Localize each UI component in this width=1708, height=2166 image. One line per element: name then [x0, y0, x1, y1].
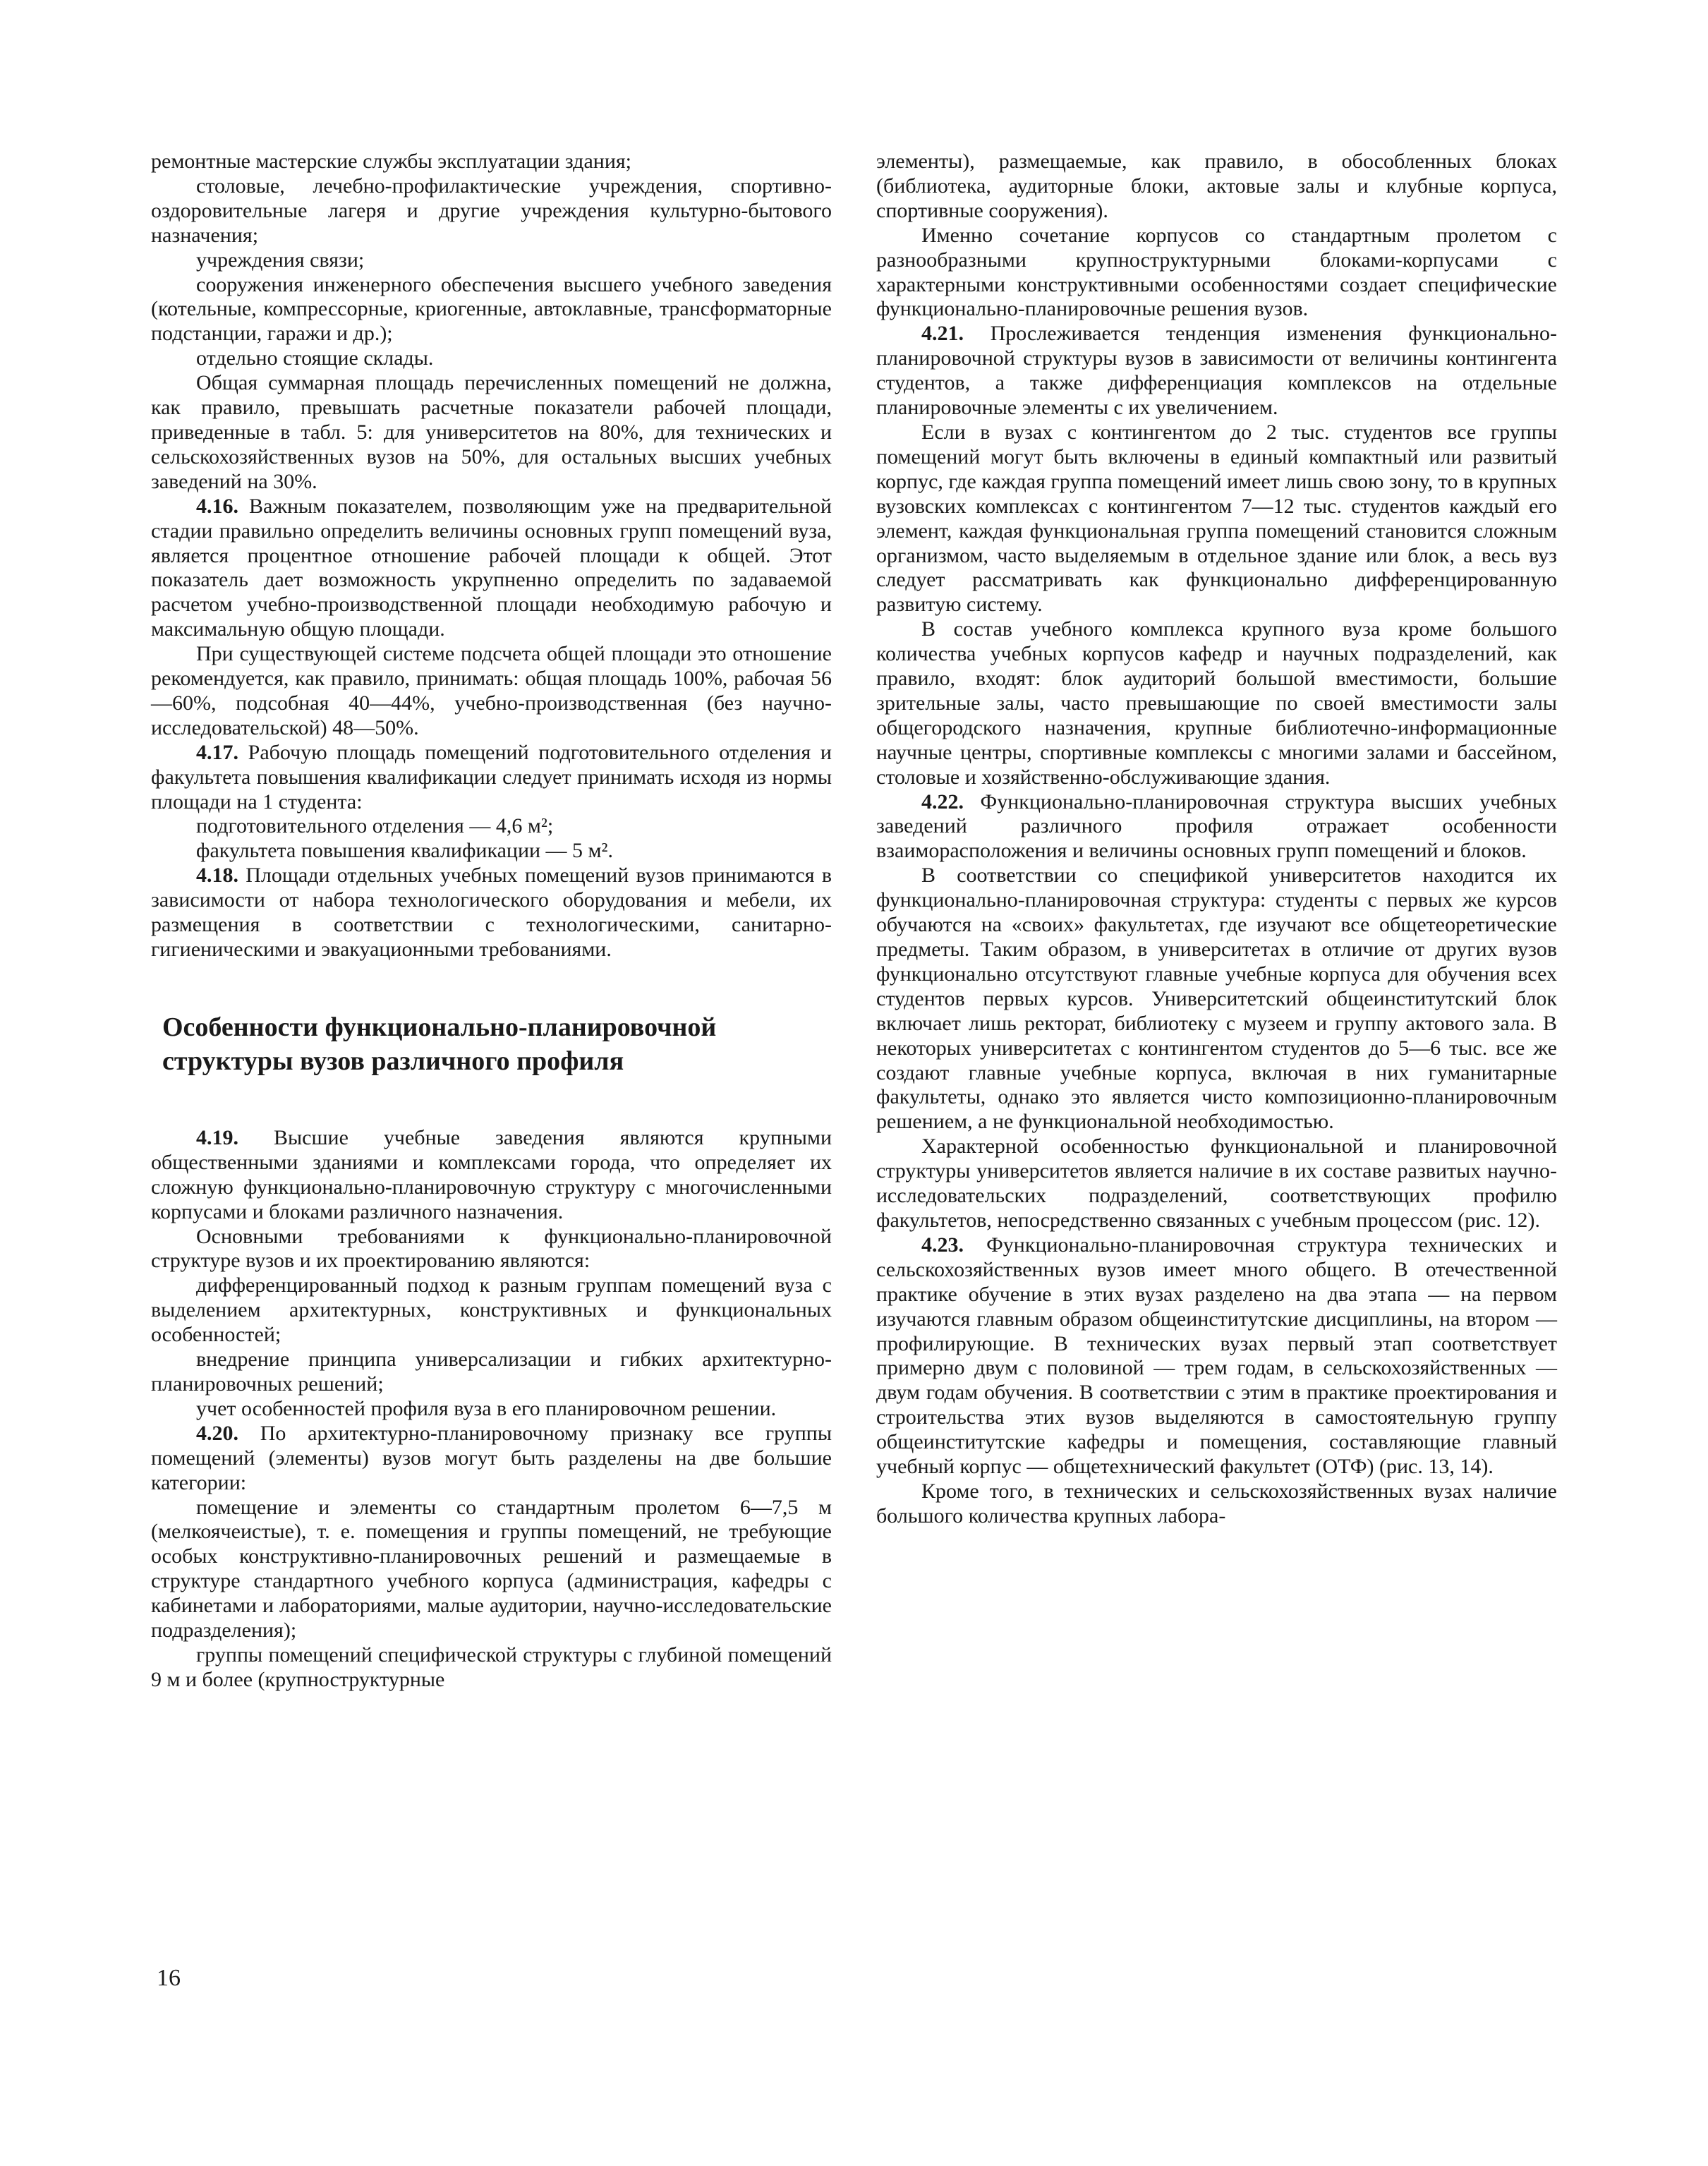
clause-number: 4.17. — [196, 740, 238, 764]
paragraph: Общая суммарная площадь перечисленных помещений не должна, как правило, превышать расчетные показатели рабочей площади, приведенные в табл. 5: для университетов на 80%, для технических и сельскохозяйственных вузов на 50%, для остальных высших учебных заведений на 30%. — [151, 371, 832, 493]
clause-number: 4.22. — [921, 789, 964, 813]
paragraph: В состав учебного комплекса крупного вуза кроме большого количества учебных корпусов кафедр и научных подразделений, как правило, входят: блок аудиторий большой вместимости, большие зрительные залы, часто превышающие по своей вместимости залы общегородского назначения, крупные библиотечно-информационные научные центры, спортивные комплексы с многими залами и бассейном, столовые и хозяйственно-обслуживающие здания. — [876, 617, 1557, 789]
section-paragraph-4-17 — [151, 741, 832, 815]
right-column — [876, 150, 1557, 1529]
page-number: 16 — [157, 1965, 181, 1991]
paragraph: Характерной особенностью функциональной и планировочной структуры университетов является наличие в их составе развитых научно-исследовательских подразделений, соответствующих профилю факультетов, непосредственно связанных с учебным процессом (рис. 12). — [876, 1135, 1557, 1232]
section-paragraph-4-22 — [876, 790, 1557, 864]
section-paragraph-4-23 — [876, 1233, 1557, 1480]
list-item: подготовительного отделения — 4,6 м²; — [196, 814, 554, 838]
paragraph: В соответствии со спецификой университетов находится их функционально-планировочная структура: студенты с первых же курсов обучаются на «своих» факультетах, где изучают все общетеоретические предметы. Таким образом, в университетах в отличие от других вузов функционально отсутствуют главные учебные корпуса для обучения всех студентов первых курсов. Университетский общеинститутский блок включает лишь ректорат, библиотеку с музеем и группу актового зала. В некоторых университетах с контингентом студентов до 5—6 тыс. все же создают главные учебные корпуса, включая в них гуманитарные факультеты, однако это является чисто композиционно-планировочным решением, а не функциональной необходимостью. — [876, 864, 1557, 1134]
section-paragraph-4-18 — [151, 864, 832, 962]
clause-text: Высшие учебные заведения являются крупными общественными зданиями и комплексами города, что определяет их сложную функционально-планировочную структуру с многочисленными корпусами и блоками различного назначения. — [151, 1125, 832, 1223]
paragraph: Основными требованиями к функционально-планировочной структуре вузов и их проектированию являются: — [151, 1224, 832, 1273]
paragraph: сооружения инженерного обеспечения высшего учебного заведения (котельные, компрессорные, криогенные, автоклавные, трансформаторные подстанции, гаражи и др.); — [151, 272, 832, 346]
list-item: учет особенностей профиля вуза в его планировочном решении. — [196, 1396, 777, 1420]
paragraph: элементы), размещаемые, как правило, в обособленных блоках (библиотека, аудиторные блоки, актовые залы и клубные корпуса, спортивные сооружения). — [876, 150, 1557, 222]
section-paragraph-4-16 — [151, 495, 832, 642]
clause-number: 4.20. — [196, 1421, 238, 1445]
clause-text: Функционально-планировочная структура высших учебных заведений различного профиля отражает особенности взаиморасположения и величины основных групп помещений и блоков. — [876, 789, 1557, 863]
paragraph: При существующей системе подсчета общей площади это отношение рекомендуется, как правило, принимать: общая площадь 100%, рабочая 56—60%, подсобная 40—44%, учебно-производственная (без научно-исследовательской) 48—50%. — [151, 642, 832, 739]
paragraph: столовые, лечебно-профилактические учреждения, спортивно-оздоровительные лагеря и другие учреждения культурно-бытового назначения; — [151, 174, 832, 247]
clause-number: 4.16. — [196, 494, 238, 518]
paragraph: ремонтные мастерские службы эксплуатации здания; — [151, 150, 632, 173]
section-paragraph-4-19 — [151, 1126, 832, 1225]
paragraph: отдельно стоящие склады. — [196, 346, 434, 370]
clause-text: Важным показателем, позволяющим уже на предварительной стадии правильно определить величины основных групп помещений вуза, является процентное отношение рабочей площади к общей. Этот показатель дает возможность укрупненно определить по задаваемой расчетом учебно-производственной площади необходимую рабочую и максимальную общую площади. — [151, 494, 832, 641]
clause-text: Площади отдельных учебных помещений вузов принимаются в зависимости от набора технологического оборудования и мебели, их размещения в соответствии с технологическими, санитарно-гигиеническими и эвакуационными требованиями. — [151, 864, 832, 961]
clause-number: 4.19. — [196, 1125, 238, 1149]
clause-number: 4.18. — [196, 864, 238, 888]
clause-text: Функционально-планировочная структура технических и сельскохозяйственных вузов имеет много общего. В отечественной практике обучение в этих вузах разделено на два этапа — на первом изучаются главным образом общеинститутские дисциплины, на втором — профилирующие. В технических вузах первый этап соответствует примерно двум с половиной — трем годам, в сельскохозяйственных — двум годам обучения. В соответствии с этим в практике проектирования и строительства этих вузов выделяются в самостоятельную группу общеинститутские кафедры и помещения, составляющие главный учебный корпус — общетехнический факультет (ОТФ) (рис. 13, 14). — [876, 1233, 1557, 1479]
list-item: группы помещений специфической структуры с глубиной помещений 9 м и более (крупноструктурные — [151, 1642, 832, 1691]
clause-text: Прослеживается тенденция изменения функционально-планировочной структуры вузов в зависимости от величины контингента студентов, а также дифференциация комплексов на отдельные планировочные элементы с их увеличением. — [876, 322, 1557, 420]
paragraph: Если в вузах с контингентом до 2 тыс. студентов все группы помещений могут быть включены в единый компактный или развитый корпус, где каждая группа помещений имеет лишь свою зону, то в крупных вузовских комплексах с контингентом 7—12 тыс. студентов каждый его элемент, каждая функциональная группа помещений становится сложным организмом, часто выделяемым в отдельное здание или блок, а весь вуз следует рассматривать как функционально дифференцированную развитую систему. — [876, 420, 1557, 617]
clause-number: 4.21. — [921, 322, 964, 346]
clause-text: По архитектурно-планировочному признаку все группы помещений (элементы) вузов могут быть разделены на две большие категории: — [151, 1421, 832, 1494]
list-item: дифференцированный подход к разным группам помещений вуза с выделением архитектурных, конструктивных и функциональных особенностей; — [151, 1273, 832, 1347]
section-paragraph-4-20 — [151, 1422, 832, 1496]
clause-number: 4.23. — [921, 1233, 964, 1257]
paragraph: Именно сочетание корпусов со стандартным пролетом с разнообразными крупноструктурными блоками-корпусами с характерными конструктивными особенностями создает специфические функционально-планировочные решения вузов. — [876, 223, 1557, 321]
section-heading: Особенности функционально-планировочной структуры вузов различного профиля — [162, 1012, 717, 1076]
list-item: факультета повышения квалификации — 5 м². — [196, 839, 614, 863]
list-item: внедрение принципа универсализации и гибких архитектурно-планировочных решений; — [151, 1348, 832, 1396]
left-column — [151, 150, 832, 1693]
paragraph: Кроме того, в технических и сельскохозяйственных вузах наличие большого количества крупных лабора- — [876, 1479, 1557, 1527]
paragraph: учреждения связи; — [196, 248, 365, 272]
list-item: помещение и элементы со стандартным пролетом 6—7,5 м (мелкоячеистые), т. е. помещения и группы помещений, не требующие особых конструктивно-планировочных решений и размещаемые в структуре стандартного учебного корпуса (администрация, кафедры с кабинетами и лабораториями, малые аудитории, научно-исследовательские подразделения); — [151, 1495, 832, 1642]
section-paragraph-4-21 — [876, 322, 1557, 421]
clause-text: Рабочую площадь помещений подготовительного отделения и факультета повышения квалификации следует принимать исходя из нормы площади на 1 студента: — [151, 740, 832, 813]
